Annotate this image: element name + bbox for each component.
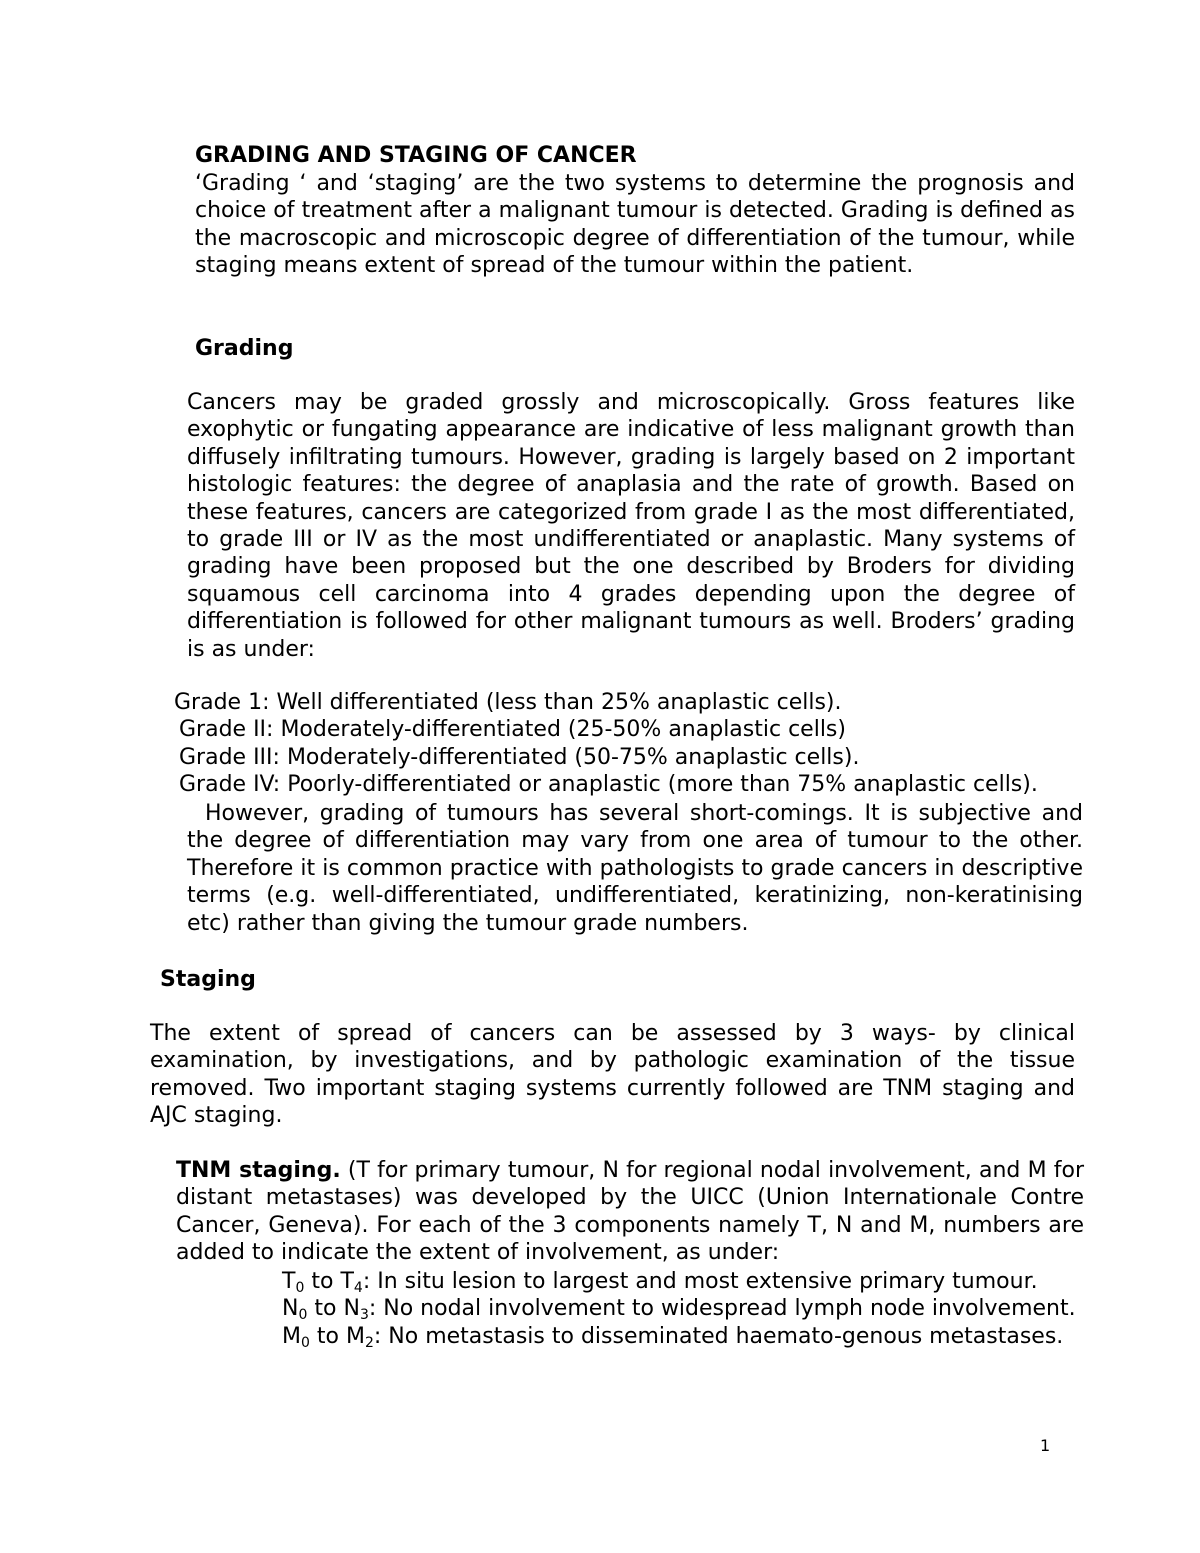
- grade-list: [174, 689, 1038, 799]
- staging-paragraph: The extent of spread of cancers can be assessed by 3 ways- by clinical examination, by investigations, and by pathologic examination of the tissue removed. Two important staging systems currently followed are TNM staging and AJC staging.: [150, 1021, 1075, 1129]
- tnm-paragraph: [176, 1157, 1084, 1267]
- tnm-item-n: $N_0$ to $N_3$: No nodal involvement to widespread lymph node involvement.: [282, 1296, 1076, 1324]
- grading-paragraph: Cancers may be graded grossly and microscopically. Gross features like exophytic or fungating appearance are indicative of less malignant growth than diffusely infiltrating tumours. However, grading is largely based on 2 important histologic features: the degree of anaplasia and the rate of growth. Based on these features, cancers are categorized from grade I as the most differentiated, to grade III or IV as the most undifferentiated or anaplastic. Many systems of grading have been proposed but the one described by Broders for dividing squamous cell carcinoma into 4 grades depending upon the degree of differentiation is followed for other malignant tumours as well. Broders’ grading is as under:: [187, 390, 1075, 662]
- tnm-text: (T for primary tumour, N for regional nodal involvement, and M for distant metastases) was developed by the UICC (Union Internationale Contre Cancer, Geneva). For each of the 3 components namely T, N and M, numbers are added to indicate the extent of involvement, as under:: [176, 1158, 1085, 1266]
- intro-paragraph: ‘Grading ‘ and ‘staging’ are the two systems to determine the prognosis and choice of treatment after a malignant tumour is detected. Grading is defined as the macroscopic and microscopic degree of differentiation of the tumour, while staging means extent of spread of the tumour within the patient.: [195, 171, 1075, 279]
- grading-shortcomings: However, grading of tumours has several short-comings. It is subjective and the degree of differentiation may vary from one area of tumour to the other. Therefore it is common practice with pathologists to grade cancers in descriptive terms (e.g. well-differentiated, undifferentiated, keratinizing, non-keratinising etc) rather than giving the tumour grade numbers.: [187, 801, 1083, 936]
- grade-item-1: Grade 1: Well differentiated (less than 25% anaplastic cells).: [174, 690, 842, 715]
- page-number: 1: [1040, 1436, 1051, 1455]
- tnm-item-t: $T_0$ to $T_4$: In situ lesion to largest and most extensive primary tumour.: [282, 1269, 1038, 1296]
- document-title: GRADING AND STAGING OF CANCER: [195, 143, 637, 168]
- tnm-list: [282, 1268, 1076, 1350]
- staging-heading: Staging: [160, 967, 256, 992]
- grading-heading: Grading: [195, 336, 294, 361]
- tnm-item-m: $M_0$ to $M_2$: No metastasis to disseminated haemato-genous metastases.: [282, 1323, 1064, 1351]
- grade-item-4: Grade IV: Poorly-differentiated or anaplastic (more than 75% anaplastic cells).: [179, 772, 1038, 798]
- grade-item-2: Grade II: Moderately-differentiated (25-50% anaplastic cells): [179, 717, 846, 743]
- grade-item-3: Grade III: Moderately-differentiated (50-75% anaplastic cells).: [179, 744, 860, 770]
- tnm-label: TNM staging.: [176, 1158, 341, 1183]
